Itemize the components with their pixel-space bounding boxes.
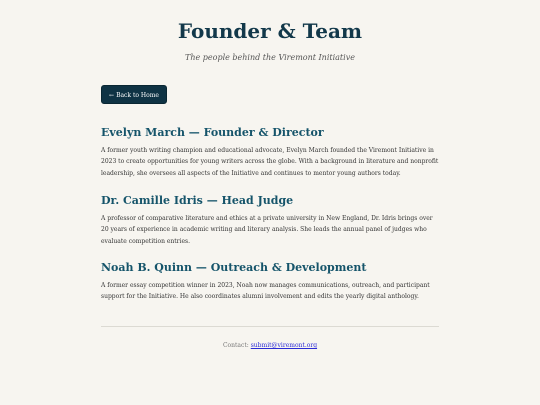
footer — [101, 341, 439, 351]
footer-divider — [101, 326, 439, 327]
contact-label: Contact: — [222, 342, 249, 349]
arrow-left-icon: ← — [109, 92, 115, 99]
team-member-noah-quinn — [101, 261, 439, 303]
member-bio: A former youth writing champion and educational advocate, Evelyn March founded the Viremont Initiative in 2023 to create opportunities for young writers across the globe. With a background in literature and nonprofit leadership, she oversees all aspects of the Initiative and continues to mentor young authors today. — [101, 147, 439, 177]
contact-email-link[interactable]: submit@viremont.org — [250, 342, 318, 349]
member-heading: Evelyn March — Founder & Director — [101, 126, 324, 139]
member-bio: A former essay competition winner in 2023, Noah now manages communications, outreach, and participant support for the Initiative. He also coordinates alumni involvement and edits the yearly digital anthology. — [101, 282, 430, 301]
back-to-home-button[interactable] — [101, 85, 167, 104]
member-heading: Dr. Camille Idris — Head Judge — [101, 194, 294, 207]
member-bio: A professor of comparative literature and ethics at a private university in New England, Dr. Idris brings over 20 years of experience in academic writing and literary analysis. She leads the annual panel of judges who evaluate competition entries. — [101, 215, 433, 245]
page-title: Founder & Team — [177, 19, 363, 43]
team-member-evelyn-march — [101, 126, 439, 179]
team-member-camille-idris — [101, 194, 439, 247]
member-heading: Noah B. Quinn — Outreach & Development — [101, 261, 367, 274]
page-subtitle: The people behind the Viremont Initiative — [185, 53, 355, 62]
back-button-label: Back to Home — [116, 92, 159, 99]
